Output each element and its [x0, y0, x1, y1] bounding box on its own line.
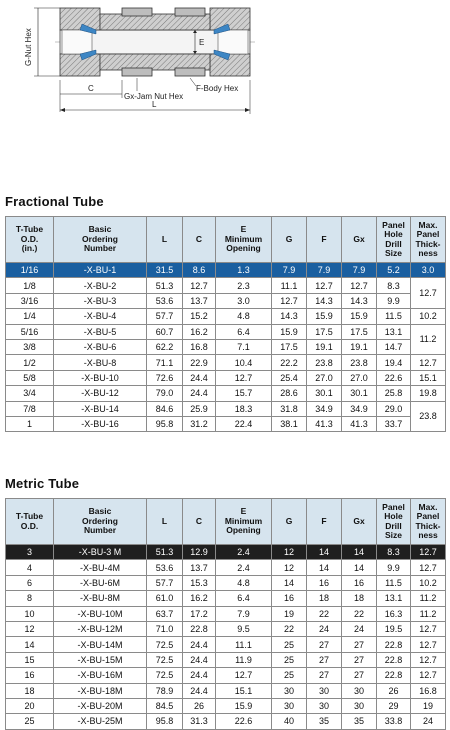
cell-gx: 30: [342, 698, 377, 713]
cell-tube-od: 1/2: [6, 355, 54, 370]
cell-f: 41.3: [307, 416, 342, 431]
table-row: [6, 698, 446, 713]
header-f: F: [307, 499, 342, 545]
cell-c: 24.4: [183, 668, 216, 683]
cell-f: 22: [307, 606, 342, 621]
cell-ordering-number: -X-BU-18M: [54, 683, 147, 698]
e-label: E: [199, 38, 205, 47]
cell-ordering-number: -X-BU-8M: [54, 591, 147, 606]
cell-panel-hole-drill-size: 11.5: [377, 575, 411, 590]
cell-ordering-number: -X-BU-8: [54, 355, 147, 370]
table-row: [6, 668, 446, 683]
cell-tube-od: 18: [6, 683, 54, 698]
header-f: F: [307, 217, 342, 263]
cell-gx: 24: [342, 621, 377, 636]
cell-c: 16.2: [183, 324, 216, 339]
table-row: [6, 401, 446, 416]
cell-g: 22.2: [272, 355, 307, 370]
cell-g: 25: [272, 652, 307, 667]
cell-max-panel-thickness: 3.0: [411, 263, 446, 278]
cell-e-min-opening: 22.6: [216, 714, 272, 729]
cell-g: 25: [272, 637, 307, 652]
cell-tube-od: 1: [6, 416, 54, 431]
cell-tube-od: 12: [6, 621, 54, 636]
cell-gx: 23.8: [342, 355, 377, 370]
cell-f: 30: [307, 698, 342, 713]
cell-e-min-opening: 12.7: [216, 668, 272, 683]
cell-gx: 19.1: [342, 339, 377, 354]
cell-e-min-opening: 7.1: [216, 339, 272, 354]
cell-g: 25.4: [272, 370, 307, 385]
cell-max-panel-thickness: 19: [411, 698, 446, 713]
cell-g: 14.3: [272, 309, 307, 324]
cell-ordering-number: -X-BU-10M: [54, 606, 147, 621]
cell-e-min-opening: 4.8: [216, 575, 272, 590]
table-row: [6, 683, 446, 698]
cell-c: 24.4: [183, 370, 216, 385]
cell-f: 14: [307, 560, 342, 575]
f-body-hex-label: F-Body Hex: [196, 84, 239, 93]
cell-e-min-opening: 12.7: [216, 370, 272, 385]
cell-g: 12.7: [272, 293, 307, 308]
cell-g: 22: [272, 621, 307, 636]
table-row: [6, 416, 446, 431]
cell-l: 63.7: [147, 606, 183, 621]
cell-f: 23.8: [307, 355, 342, 370]
fractional-tube-table: [5, 216, 446, 432]
cell-ordering-number: -X-BU-3 M: [54, 545, 147, 560]
cell-max-panel-thickness: 12.7: [411, 621, 446, 636]
cell-tube-od: 7/8: [6, 401, 54, 416]
header-g: G: [272, 499, 307, 545]
cell-max-panel-thickness: 12.7: [411, 545, 446, 560]
cell-tube-od: 15: [6, 652, 54, 667]
cell-tube-od: 4: [6, 560, 54, 575]
cell-tube-od: 1/8: [6, 278, 54, 293]
cell-f: 34.9: [307, 401, 342, 416]
cell-e-min-opening: 6.4: [216, 324, 272, 339]
cell-max-panel-thickness: 11.2: [411, 324, 446, 355]
cell-f: 24: [307, 621, 342, 636]
header-e-min-opening: E Minimum Opening: [216, 217, 272, 263]
l-label: L: [152, 100, 157, 109]
cell-tube-od: 3/16: [6, 293, 54, 308]
cell-max-panel-thickness: 12.7: [411, 278, 446, 309]
cell-panel-hole-drill-size: 14.7: [377, 339, 411, 354]
cell-l: 53.6: [147, 293, 183, 308]
cell-l: 84.5: [147, 698, 183, 713]
cell-e-min-opening: 10.4: [216, 355, 272, 370]
cell-panel-hole-drill-size: 29.0: [377, 401, 411, 416]
cell-c: 24.4: [183, 386, 216, 401]
cell-g: 15.9: [272, 324, 307, 339]
table-row: [6, 621, 446, 636]
cell-f: 30: [307, 683, 342, 698]
cell-max-panel-thickness: 10.2: [411, 309, 446, 324]
cell-panel-hole-drill-size: 22.6: [377, 370, 411, 385]
cell-gx: 27.0: [342, 370, 377, 385]
cell-gx: 30: [342, 683, 377, 698]
cell-f: 27: [307, 668, 342, 683]
table-row: [6, 637, 446, 652]
cell-gx: 27: [342, 668, 377, 683]
cell-max-panel-thickness: 16.8: [411, 683, 446, 698]
header-gx: Gx: [342, 217, 377, 263]
cell-ordering-number: -X-BU-12: [54, 386, 147, 401]
fitting-body-drawing: [55, 8, 255, 76]
table-row: [6, 714, 446, 729]
cell-tube-od: 5/8: [6, 370, 54, 385]
cell-panel-hole-drill-size: 22.8: [377, 668, 411, 683]
cell-f: 19.1: [307, 339, 342, 354]
cell-max-panel-thickness: 23.8: [411, 401, 446, 432]
cell-f: 7.9: [307, 263, 342, 278]
cell-gx: 34.9: [342, 401, 377, 416]
metric-tube-table: [5, 498, 446, 730]
cell-l: 61.0: [147, 591, 183, 606]
cell-ordering-number: -X-BU-12M: [54, 621, 147, 636]
cell-tube-od: 1/16: [6, 263, 54, 278]
cell-gx: 14: [342, 560, 377, 575]
table-row: [6, 606, 446, 621]
cell-max-panel-thickness: 11.2: [411, 606, 446, 621]
cell-ordering-number: -X-BU-4: [54, 309, 147, 324]
cell-gx: 14: [342, 545, 377, 560]
cell-ordering-number: -X-BU-6: [54, 339, 147, 354]
cell-gx: 27: [342, 637, 377, 652]
cell-panel-hole-drill-size: 25.8: [377, 386, 411, 401]
table-row: [6, 355, 446, 370]
cell-l: 72.5: [147, 652, 183, 667]
cell-max-panel-thickness: 15.1: [411, 370, 446, 385]
cell-c: 17.2: [183, 606, 216, 621]
g-nut-hex-label: G-Nut Hex: [24, 28, 33, 66]
cell-g: 30: [272, 698, 307, 713]
cell-l: 95.8: [147, 416, 183, 431]
cell-f: 18: [307, 591, 342, 606]
cell-tube-od: 1/4: [6, 309, 54, 324]
cell-f: 27: [307, 652, 342, 667]
header-g: G: [272, 217, 307, 263]
cell-tube-od: 3/8: [6, 339, 54, 354]
table-row: [6, 293, 446, 308]
header-panel-hole-drill-size: Panel Hole Drill Size: [377, 499, 411, 545]
cell-gx: 14.3: [342, 293, 377, 308]
cell-panel-hole-drill-size: 19.5: [377, 621, 411, 636]
cell-l: 31.5: [147, 263, 183, 278]
cell-panel-hole-drill-size: 29: [377, 698, 411, 713]
cell-max-panel-thickness: 10.2: [411, 575, 446, 590]
cell-c: 31.2: [183, 416, 216, 431]
cell-ordering-number: -X-BU-6M: [54, 575, 147, 590]
fitting-cross-section-diagram: [0, 0, 450, 130]
gx-jam-nut-hex-label: Gx-Jam Nut Hex: [124, 92, 184, 101]
header-l: L: [147, 217, 183, 263]
cell-c: 13.7: [183, 293, 216, 308]
cell-g: 16: [272, 591, 307, 606]
cell-tube-od: 5/16: [6, 324, 54, 339]
cell-tube-od: 14: [6, 637, 54, 652]
cell-tube-od: 6: [6, 575, 54, 590]
header-max-panel-thickness: Max. Panel Thick- ness: [411, 499, 446, 545]
cell-g: 40: [272, 714, 307, 729]
cell-c: 12.7: [183, 278, 216, 293]
cell-g: 7.9: [272, 263, 307, 278]
cell-ordering-number: -X-BU-20M: [54, 698, 147, 713]
cell-panel-hole-drill-size: 22.8: [377, 652, 411, 667]
cell-panel-hole-drill-size: 13.1: [377, 591, 411, 606]
cell-panel-hole-drill-size: 19.4: [377, 355, 411, 370]
cell-l: 72.6: [147, 370, 183, 385]
cell-e-min-opening: 7.9: [216, 606, 272, 621]
cell-e-min-opening: 18.3: [216, 401, 272, 416]
cell-f: 17.5: [307, 324, 342, 339]
cell-gx: 7.9: [342, 263, 377, 278]
cell-max-panel-thickness: 12.7: [411, 637, 446, 652]
cell-panel-hole-drill-size: 26: [377, 683, 411, 698]
cell-tube-od: 20: [6, 698, 54, 713]
cell-c: 12.9: [183, 545, 216, 560]
cell-c: 15.2: [183, 309, 216, 324]
cell-f: 35: [307, 714, 342, 729]
cell-f: 12.7: [307, 278, 342, 293]
cell-e-min-opening: 6.4: [216, 591, 272, 606]
cell-l: 71.1: [147, 355, 183, 370]
cell-c: 24.4: [183, 637, 216, 652]
table-row: [6, 545, 446, 560]
header-tube-od: T-Tube O.D.: [6, 499, 54, 545]
cell-ordering-number: -X-BU-10: [54, 370, 147, 385]
header-ordering-number: Basic Ordering Number: [54, 499, 147, 545]
cell-l: 71.0: [147, 621, 183, 636]
table-row: [6, 309, 446, 324]
cell-l: 84.6: [147, 401, 183, 416]
table-row: [6, 591, 446, 606]
cell-g: 19: [272, 606, 307, 621]
cell-g: 12: [272, 560, 307, 575]
table-row: [6, 652, 446, 667]
cell-panel-hole-drill-size: 5.2: [377, 263, 411, 278]
cell-f: 27.0: [307, 370, 342, 385]
cell-f: 14.3: [307, 293, 342, 308]
cell-ordering-number: -X-BU-14: [54, 401, 147, 416]
cell-c: 24.4: [183, 652, 216, 667]
cell-max-panel-thickness: 19.8: [411, 386, 446, 401]
cell-e-min-opening: 2.3: [216, 278, 272, 293]
cell-tube-od: 8: [6, 591, 54, 606]
cell-l: 72.5: [147, 668, 183, 683]
cell-tube-od: 3: [6, 545, 54, 560]
table-row: [6, 339, 446, 354]
cell-tube-od: 3/4: [6, 386, 54, 401]
cell-f: 15.9: [307, 309, 342, 324]
cell-ordering-number: -X-BU-16: [54, 416, 147, 431]
cell-ordering-number: -X-BU-14M: [54, 637, 147, 652]
cell-tube-od: 25: [6, 714, 54, 729]
cell-l: 72.5: [147, 637, 183, 652]
cell-g: 25: [272, 668, 307, 683]
cell-gx: 17.5: [342, 324, 377, 339]
header-c: C: [183, 217, 216, 263]
cell-c: 24.4: [183, 683, 216, 698]
cell-c: 22.8: [183, 621, 216, 636]
cell-f: 27: [307, 637, 342, 652]
cell-panel-hole-drill-size: 8.3: [377, 545, 411, 560]
cell-gx: 16: [342, 575, 377, 590]
fractional-tube-title: Fractional Tube: [5, 194, 104, 209]
cell-e-min-opening: 3.0: [216, 293, 272, 308]
cell-e-min-opening: 9.5: [216, 621, 272, 636]
cell-g: 14: [272, 575, 307, 590]
table-row: [6, 324, 446, 339]
cell-g: 28.6: [272, 386, 307, 401]
cell-g: 17.5: [272, 339, 307, 354]
cell-max-panel-thickness: 11.2: [411, 591, 446, 606]
cell-gx: 12.7: [342, 278, 377, 293]
cell-ordering-number: -X-BU-25M: [54, 714, 147, 729]
cell-gx: 35: [342, 714, 377, 729]
cell-c: 16.2: [183, 591, 216, 606]
cell-max-panel-thickness: 12.7: [411, 355, 446, 370]
cell-l: 60.7: [147, 324, 183, 339]
cell-panel-hole-drill-size: 8.3: [377, 278, 411, 293]
cell-ordering-number: -X-BU-4M: [54, 560, 147, 575]
cell-panel-hole-drill-size: 22.8: [377, 637, 411, 652]
cell-gx: 22: [342, 606, 377, 621]
cell-max-panel-thickness: 12.7: [411, 668, 446, 683]
cell-l: 95.8: [147, 714, 183, 729]
cell-ordering-number: -X-BU-3: [54, 293, 147, 308]
cell-e-min-opening: 22.4: [216, 416, 272, 431]
cell-panel-hole-drill-size: 16.3: [377, 606, 411, 621]
header-e-min-opening: E Minimum Opening: [216, 499, 272, 545]
cell-c: 16.8: [183, 339, 216, 354]
cell-l: 51.3: [147, 278, 183, 293]
header-tube-od: T-Tube O.D. (in.): [6, 217, 54, 263]
cell-c: 8.6: [183, 263, 216, 278]
header-l: L: [147, 499, 183, 545]
cell-ordering-number: -X-BU-2: [54, 278, 147, 293]
cell-max-panel-thickness: 12.7: [411, 652, 446, 667]
cell-tube-od: 16: [6, 668, 54, 683]
cell-panel-hole-drill-size: 33.7: [377, 416, 411, 431]
c-label: C: [88, 84, 94, 93]
cell-e-min-opening: 11.1: [216, 637, 272, 652]
cell-g: 11.1: [272, 278, 307, 293]
table-row: [6, 278, 446, 293]
cell-ordering-number: -X-BU-16M: [54, 668, 147, 683]
cell-l: 79.0: [147, 386, 183, 401]
cell-c: 13.7: [183, 560, 216, 575]
cell-c: 22.9: [183, 355, 216, 370]
cell-g: 12: [272, 545, 307, 560]
header-panel-hole-drill-size: Panel Hole Drill Size: [377, 217, 411, 263]
cell-g: 38.1: [272, 416, 307, 431]
cell-e-min-opening: 1.3: [216, 263, 272, 278]
cell-f: 14: [307, 545, 342, 560]
cell-l: 62.2: [147, 339, 183, 354]
cell-e-min-opening: 11.9: [216, 652, 272, 667]
cell-e-min-opening: 4.8: [216, 309, 272, 324]
cell-f: 30.1: [307, 386, 342, 401]
cell-gx: 41.3: [342, 416, 377, 431]
metric-tube-title: Metric Tube: [5, 476, 80, 491]
cell-l: 57.7: [147, 309, 183, 324]
table-row: [6, 386, 446, 401]
cell-c: 26: [183, 698, 216, 713]
cell-g: 31.8: [272, 401, 307, 416]
table-row: [6, 575, 446, 590]
cell-e-min-opening: 15.7: [216, 386, 272, 401]
header-ordering-number: Basic Ordering Number: [54, 217, 147, 263]
cell-l: 53.6: [147, 560, 183, 575]
table-row: [6, 263, 446, 278]
cell-l: 57.7: [147, 575, 183, 590]
cell-max-panel-thickness: 12.7: [411, 560, 446, 575]
header-c: C: [183, 499, 216, 545]
cell-l: 78.9: [147, 683, 183, 698]
cell-g: 30: [272, 683, 307, 698]
cell-l: 51.3: [147, 545, 183, 560]
cell-c: 25.9: [183, 401, 216, 416]
cell-f: 16: [307, 575, 342, 590]
cell-gx: 30.1: [342, 386, 377, 401]
cell-e-min-opening: 2.4: [216, 560, 272, 575]
header-gx: Gx: [342, 499, 377, 545]
cell-e-min-opening: 2.4: [216, 545, 272, 560]
cell-tube-od: 10: [6, 606, 54, 621]
cell-ordering-number: -X-BU-15M: [54, 652, 147, 667]
table-row: [6, 560, 446, 575]
cell-panel-hole-drill-size: 9.9: [377, 560, 411, 575]
table-row: [6, 370, 446, 385]
cell-panel-hole-drill-size: 33.8: [377, 714, 411, 729]
cell-max-panel-thickness: 24: [411, 714, 446, 729]
header-max-panel-thickness: Max. Panel Thick- ness: [411, 217, 446, 263]
cell-c: 31.3: [183, 714, 216, 729]
cell-panel-hole-drill-size: 11.5: [377, 309, 411, 324]
cell-c: 15.3: [183, 575, 216, 590]
cell-gx: 15.9: [342, 309, 377, 324]
cell-gx: 18: [342, 591, 377, 606]
cell-e-min-opening: 15.1: [216, 683, 272, 698]
cell-panel-hole-drill-size: 9.9: [377, 293, 411, 308]
cell-gx: 27: [342, 652, 377, 667]
cell-ordering-number: -X-BU-5: [54, 324, 147, 339]
cell-ordering-number: -X-BU-1: [54, 263, 147, 278]
cell-panel-hole-drill-size: 13.1: [377, 324, 411, 339]
cell-e-min-opening: 15.9: [216, 698, 272, 713]
